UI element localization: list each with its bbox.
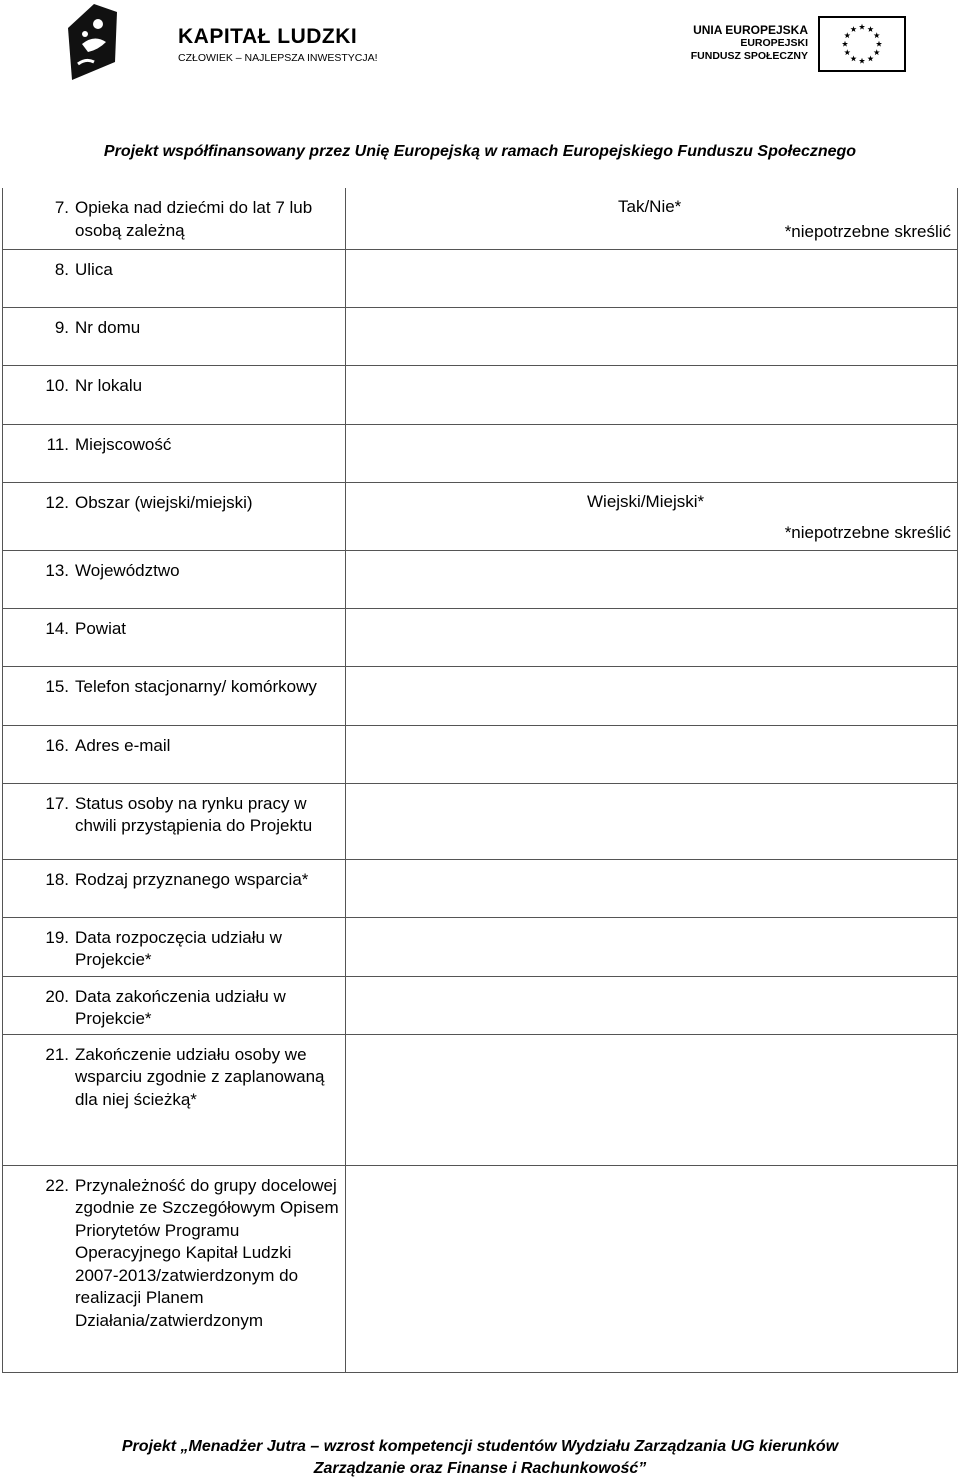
field-label-text: Status osoby na rynku pracy w chwili przystąpienia do Projektu — [75, 793, 313, 835]
kapital-ludzki-title: KAPITAŁ LUDZKI — [178, 25, 358, 48]
field-label — [3, 793, 339, 838]
form-row — [3, 188, 958, 249]
field-label — [3, 197, 339, 242]
form-row — [3, 976, 958, 1034]
footer-line2: Zarządzanie oraz Finanse i Rachunkowość” — [313, 1460, 647, 1477]
eu-line2: EUROPEJSKI — [740, 37, 808, 49]
page-footer — [0, 1436, 960, 1480]
field-label-text: Przynależność do grupy docelowej zgodnie ze Szczegółowym Opisem Priorytetów Programu Operacyjnego Kapitał Ludzki 2007-2013/zatwierdzonym do realizacji Planem Działania/zatwierdzonym — [75, 1175, 339, 1330]
field-label-cell — [3, 550, 346, 608]
page-header — [0, 0, 960, 180]
form-row — [3, 1165, 958, 1372]
field-label — [3, 492, 339, 515]
field-value-cell[interactable] — [346, 550, 958, 608]
field-number: 20. — [45, 986, 69, 1006]
eu-star-icon — [844, 32, 850, 38]
field-label — [3, 560, 339, 583]
field-label-cell — [3, 307, 346, 365]
field-label-cell — [3, 783, 346, 859]
field-label-cell — [3, 365, 346, 424]
field-label-cell — [3, 608, 346, 666]
field-label-text: Data rozpoczęcia udziału w Projekcie* — [75, 927, 282, 969]
field-label-text: Rodzaj przyznanego wsparcia* — [75, 869, 309, 889]
field-label-cell — [3, 917, 346, 976]
kapital-ludzki-subtitle: CZŁOWIEK – NAJLEPSZA INWESTYCJA! — [178, 52, 378, 64]
field-label — [3, 375, 339, 398]
eu-star-icon — [874, 32, 880, 38]
form-row — [3, 550, 958, 608]
field-label-text: Opieka nad dziećmi do lat 7 lub osobą zależną — [75, 198, 313, 240]
form-row — [3, 917, 958, 976]
field-label-cell — [3, 249, 346, 307]
field-value-cell[interactable] — [346, 608, 958, 666]
eu-star-icon — [867, 26, 873, 32]
field-label-text: Zakończenie udziału osoby we wsparciu zgodnie z zaplanowaną dla niej ścieżką* — [75, 1044, 325, 1109]
field-value-cell[interactable] — [346, 365, 958, 424]
eu-stars-icon — [820, 18, 904, 70]
eu-star-icon — [859, 58, 865, 64]
field-label-text: Nr lokalu — [75, 375, 143, 395]
field-label-text: Adres e-mail — [75, 735, 171, 755]
cofinanced-statement: Projekt współfinansowany przez Unię Europejską w ramach Europejskiego Funduszu Społecznego — [103, 143, 857, 160]
field-label-text: Nr domu — [75, 317, 141, 337]
field-label-cell — [3, 859, 346, 917]
field-number: 12. — [45, 492, 69, 512]
eu-line1: UNIA EUROPEJSKA — [693, 23, 808, 37]
field-label-text: Województwo — [75, 560, 180, 580]
eu-star-icon — [867, 56, 873, 62]
kapital-ludzki-emblem-icon — [68, 4, 120, 84]
option-text: Wiejski/Miejski* — [587, 491, 705, 511]
field-label-cell — [3, 666, 346, 725]
field-value-cell[interactable] — [346, 1034, 958, 1165]
field-value-cell[interactable] — [346, 307, 958, 365]
field-label — [3, 986, 339, 1031]
form-row — [3, 725, 958, 783]
eu-star-icon — [874, 49, 880, 55]
field-number: 15. — [45, 676, 69, 696]
eu-line3: FUNDUSZ SPOŁECZNY — [690, 50, 808, 62]
eu-star-icon — [876, 41, 882, 47]
eu-logo — [690, 14, 910, 76]
eu-star-icon — [859, 24, 865, 30]
footer-line1: Projekt „Menadżer Jutra – wzrost kompetencji studentów Wydziału Zarządzania UG kierunków — [121, 1438, 839, 1455]
field-value-cell[interactable] — [346, 783, 958, 859]
field-value-cell[interactable] — [346, 725, 958, 783]
field-value-cell[interactable] — [346, 859, 958, 917]
field-value-cell[interactable] — [346, 917, 958, 976]
eu-star-icon — [850, 26, 856, 32]
field-number: 8. — [54, 259, 69, 279]
strike-note: *niepotrzebne skreślić — [784, 222, 951, 241]
form-row — [3, 859, 958, 917]
field-number: 18. — [45, 869, 69, 889]
field-number: 17. — [45, 793, 69, 813]
field-value-cell[interactable] — [346, 482, 958, 550]
field-number: 10. — [45, 375, 69, 395]
field-label-text: Miejscowość — [75, 434, 172, 454]
field-number: 19. — [45, 927, 69, 947]
eu-star-icon — [850, 56, 856, 62]
field-label-cell — [3, 976, 346, 1034]
field-number: 7. — [54, 198, 69, 217]
kapital-ludzki-logo — [68, 4, 378, 84]
field-label-cell — [3, 1165, 346, 1372]
field-value-cell[interactable] — [346, 666, 958, 725]
field-value-cell[interactable] — [346, 424, 958, 482]
eu-star-icon — [844, 49, 850, 55]
field-label-text: Obszar (wiejski/miejski) — [75, 492, 253, 512]
field-label-cell — [3, 424, 346, 482]
strike-note: *niepotrzebne skreślić — [784, 523, 951, 542]
form-row — [3, 249, 958, 307]
form-row — [3, 424, 958, 482]
field-label — [3, 1175, 339, 1333]
form-body — [3, 188, 958, 1372]
field-label-cell — [3, 1034, 346, 1165]
eu-star-icon — [842, 41, 848, 47]
field-number: 21. — [45, 1044, 69, 1064]
field-label-text: Data zakończenia udziału w Projekcie* — [75, 986, 286, 1028]
field-number: 16. — [45, 735, 69, 755]
field-label — [3, 676, 339, 699]
field-label-cell — [3, 188, 346, 249]
field-label — [3, 1044, 339, 1112]
field-label — [3, 434, 339, 457]
form-row — [3, 783, 958, 859]
eu-logo-text — [691, 24, 808, 63]
field-value-cell[interactable] — [346, 1165, 958, 1372]
field-label-text: Powiat — [75, 618, 127, 638]
form-row — [3, 482, 958, 550]
field-label-text: Ulica — [75, 259, 113, 279]
option-text: Tak/Nie* — [618, 197, 682, 216]
eu-flag — [818, 16, 906, 72]
field-number: 9. — [54, 317, 69, 337]
field-label — [3, 317, 339, 340]
field-label — [3, 869, 339, 892]
field-label-cell — [3, 482, 346, 550]
form-row — [3, 608, 958, 666]
field-value-cell[interactable] — [346, 976, 958, 1034]
form-row — [3, 307, 958, 365]
field-label-text: Telefon stacjonarny/ komórkowy — [75, 676, 317, 696]
field-label — [3, 618, 339, 641]
field-value-cell[interactable] — [346, 249, 958, 307]
form-row — [3, 1034, 958, 1165]
field-label — [3, 259, 339, 282]
field-value-cell[interactable] — [346, 188, 958, 249]
form-row — [3, 365, 958, 424]
field-label — [3, 735, 339, 758]
field-number: 11. — [46, 434, 69, 454]
field-number: 22. — [45, 1175, 69, 1195]
field-number: 13. — [45, 560, 69, 580]
participant-data-form — [2, 188, 958, 1373]
field-label — [3, 927, 339, 972]
field-label-cell — [3, 725, 346, 783]
field-number: 14. — [45, 618, 69, 638]
form-row — [3, 666, 958, 725]
